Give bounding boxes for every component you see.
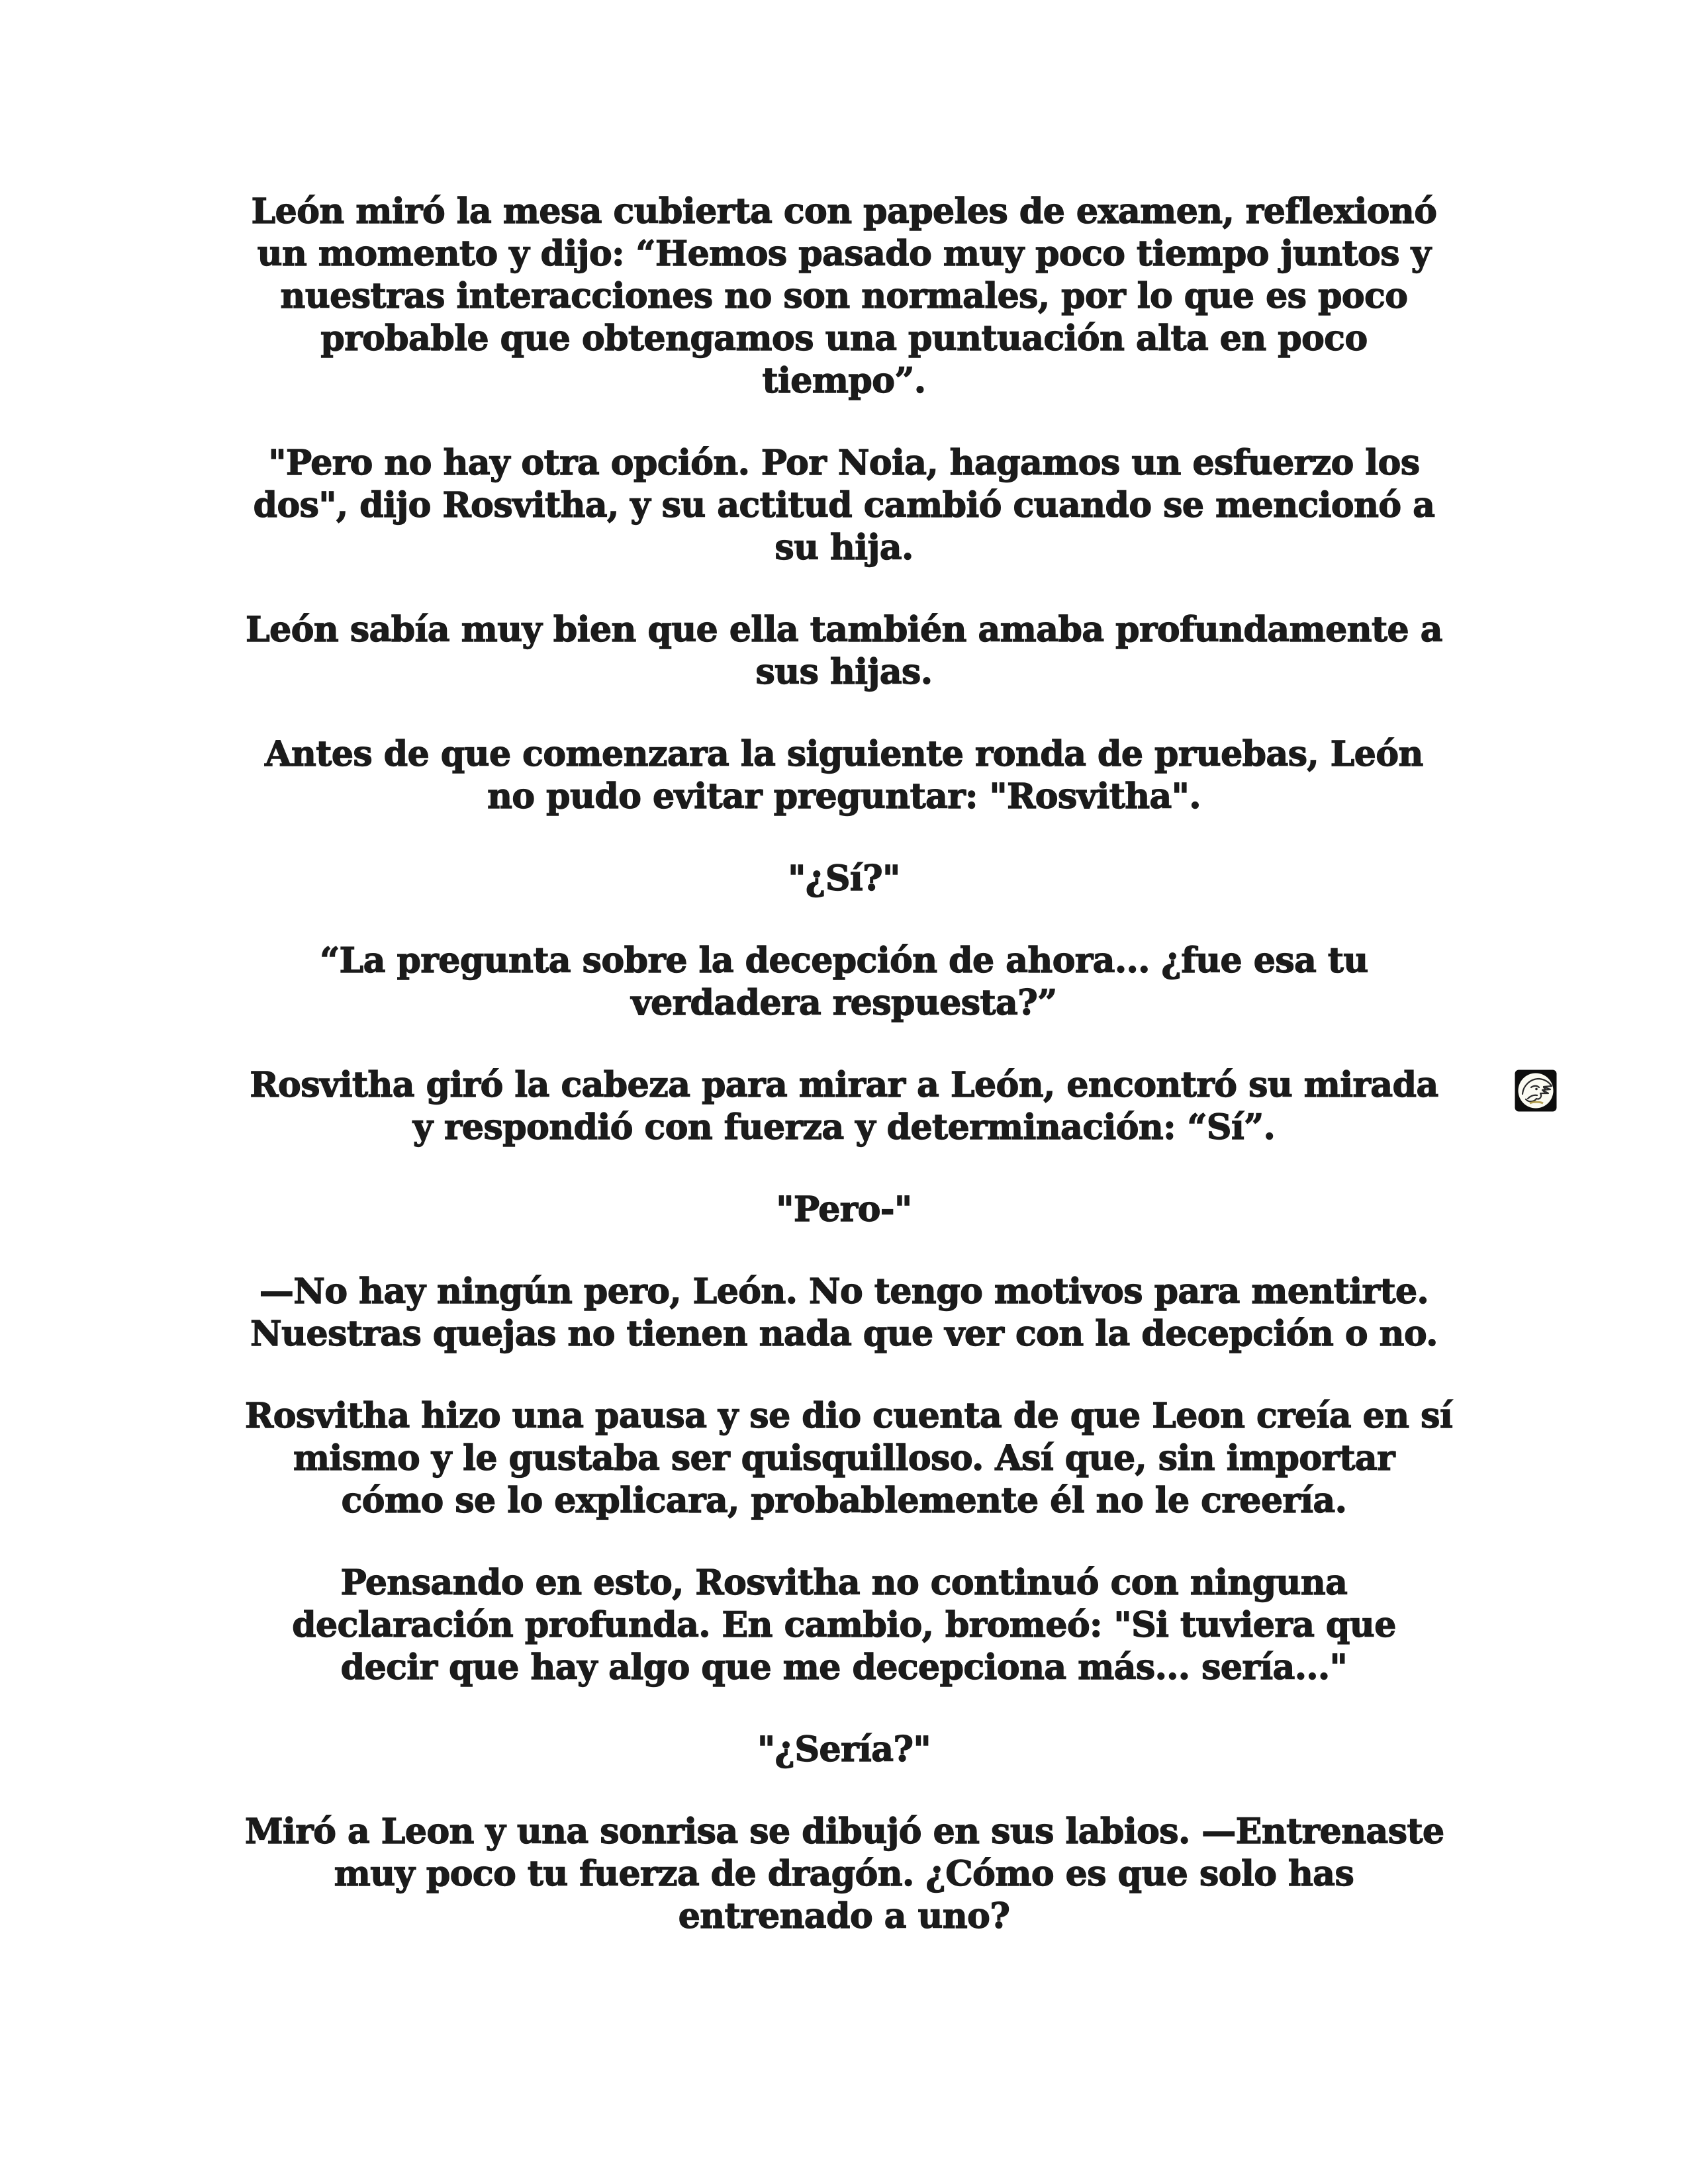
text-line: no pudo evitar preguntar: "Rosvitha". <box>487 776 1201 817</box>
paragraph <box>245 191 1443 402</box>
text-line: "Pero-" <box>776 1189 912 1230</box>
text-line: “La pregunta sobre la decepción de ahora... ¿fue esa tu <box>320 940 1368 981</box>
text-line: —No hay ningún pero, León. No tengo motivos para mentirte. <box>259 1271 1429 1312</box>
text-line: decir que hay algo que me decepciona más... sería..." <box>340 1647 1348 1688</box>
dragon-head-icon <box>1515 1069 1557 1112</box>
paragraph <box>245 733 1443 818</box>
text-line: nuestras interacciones no son normales, por lo que es poco <box>280 276 1408 316</box>
story-text <box>245 0 1453 1938</box>
text-line: muy poco tu fuerza de dragón. ¿Cómo es que solo has <box>334 1854 1354 1894</box>
paragraph <box>245 1729 1443 1771</box>
dragon-badge[interactable] <box>1515 1069 1557 1112</box>
text-line: Rosvitha giró la cabeza para mirar a León, encontró su mirada <box>250 1065 1438 1105</box>
text-line: Pensando en esto, Rosvitha no continuó con ninguna <box>340 1563 1348 1603</box>
text-line: "Pero no hay otra opción. Por Noia, hagamos un esfuerzo los <box>268 443 1420 483</box>
paragraph <box>245 609 1443 694</box>
text-line: cómo se lo explicara, probablemente él no le creería. <box>341 1480 1347 1521</box>
text-line: Antes de que comenzara la siguiente ronda de pruebas, León <box>265 734 1423 774</box>
text-line: y respondió con fuerza y determinación: “Sí”. <box>412 1107 1276 1148</box>
text-line: dos", dijo Rosvitha, y su actitud cambió cuando se mencionó a <box>253 485 1435 525</box>
text-line: declaración profunda. En cambio, bromeó: "Si tuviera que <box>292 1605 1396 1645</box>
text-line: Rosvitha hizo una pausa y se dio cuenta de que Leon creía en sí <box>245 1396 1453 1436</box>
text-line: sus hijas. <box>755 652 933 692</box>
text-line: "¿Sí?" <box>788 858 900 899</box>
paragraph <box>245 1811 1443 1938</box>
paragraph <box>245 858 1443 900</box>
paragraph <box>245 1064 1443 1149</box>
paragraph <box>245 1395 1453 1522</box>
paragraph <box>245 1189 1443 1231</box>
text-line: su hija. <box>774 527 914 568</box>
text-line: León miró la mesa cubierta con papeles de examen, reflexionó <box>251 191 1437 232</box>
text-line: Nuestras quejas no tienen nada que ver con la decepción o no. <box>250 1314 1438 1354</box>
text-line: tiempo”. <box>762 361 926 401</box>
text-line: probable que obtengamos una puntuación alta en poco <box>320 318 1368 359</box>
text-line: Miró a Leon y una sonrisa se dibujó en sus labios. —Entrenaste <box>245 1811 1444 1852</box>
text-line: verdadera respuesta?” <box>631 983 1057 1023</box>
paragraph <box>245 1562 1443 1689</box>
paragraph <box>245 1271 1443 1355</box>
paragraph <box>245 940 1443 1024</box>
paragraph <box>245 442 1443 569</box>
text-line: mismo y le gustaba ser quisquilloso. Así que, sin importar <box>293 1438 1395 1479</box>
text-line: entrenado a uno? <box>678 1896 1010 1936</box>
text-line: un momento y dijo: “Hemos pasado muy poco tiempo juntos y <box>257 234 1431 274</box>
text-line: "¿Sería?" <box>757 1729 931 1770</box>
text-line: León sabía muy bien que ella también amaba profundamente a <box>246 610 1442 650</box>
